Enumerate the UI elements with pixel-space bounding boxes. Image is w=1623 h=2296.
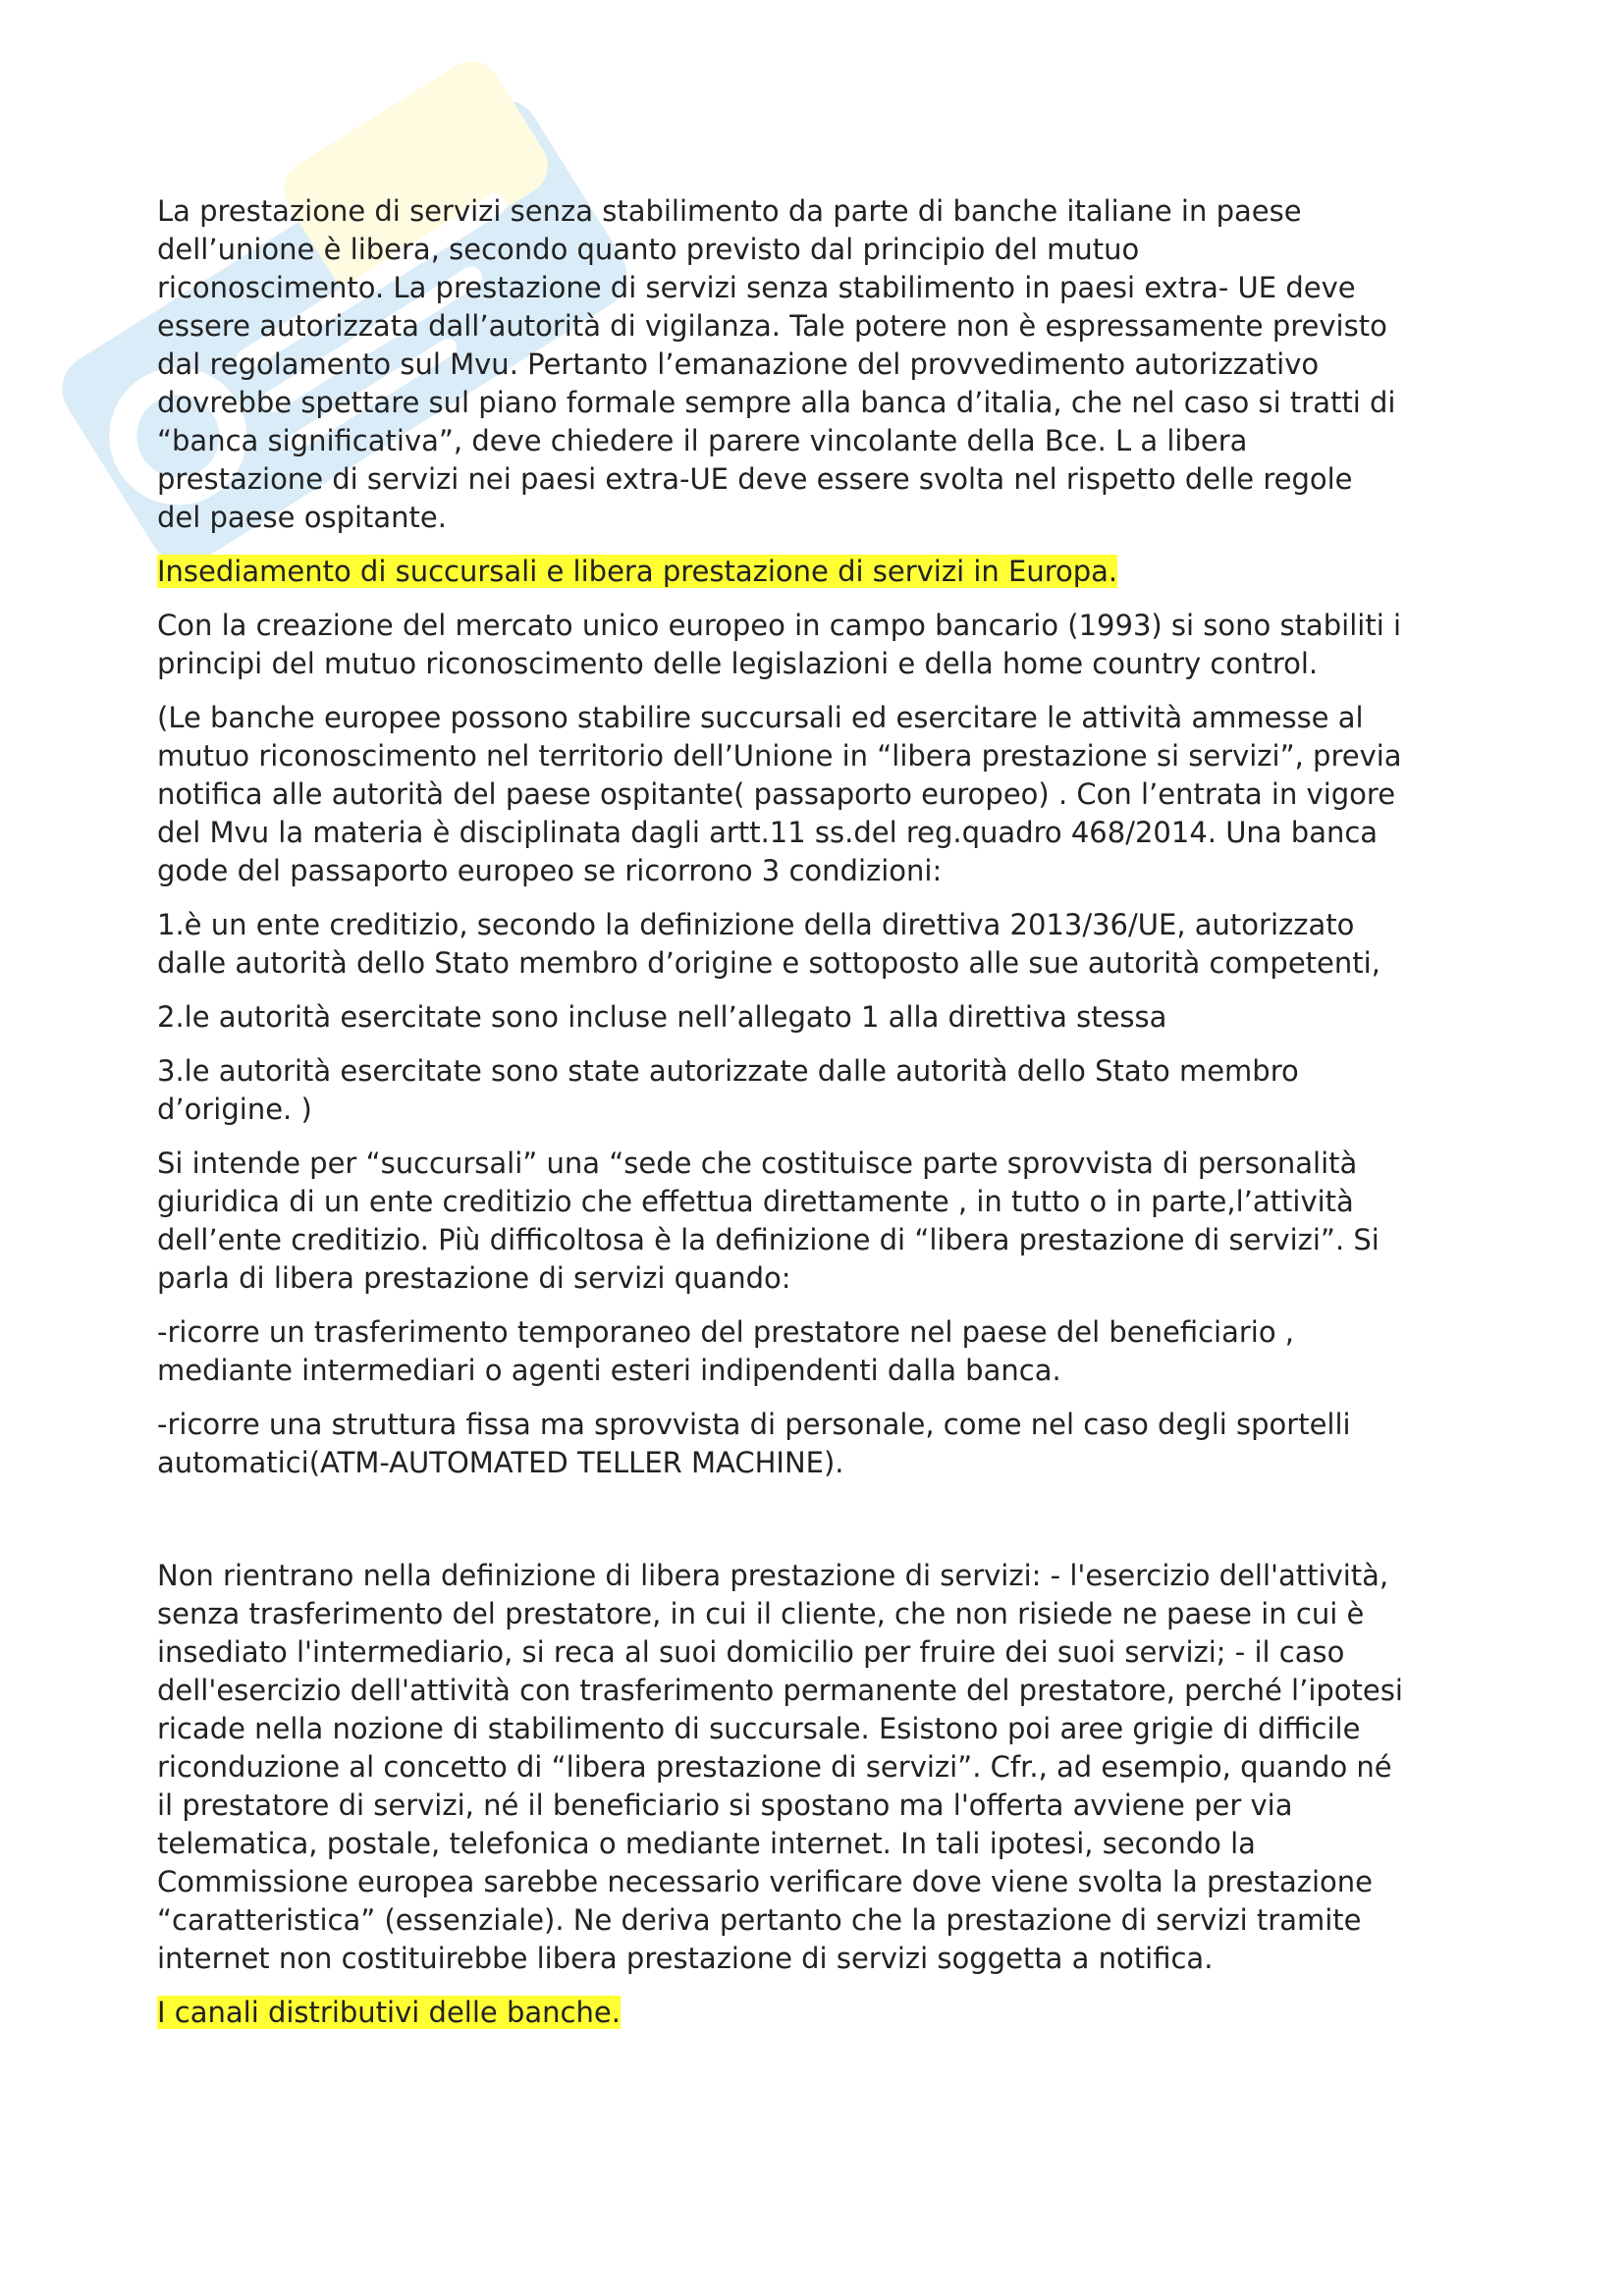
heading-succursali xyxy=(157,553,1492,591)
paragraph-non-rientrano: Non rientrano nella definizione di libera prestazione di servizi: - l'esercizio dell'attività, senza trasferimento del prestatore, in cui il cliente, che non risiede ne paese in cui è insediato l'intermediario, si reca al suoi domicilio per fruire dei suoi servizi; - il caso dell'esercizio dell'attività con trasferimento permanente del prestatore, perché l’ipotesi ricade nella nozione di stabilimento di succursale. Esistono poi aree grigie di difficile riconduzione al concetto di “libera prestazione di servizi”. Cfr., ad esempio, quando né il prestatore di servizi, né il beneficiario si spostano ma l'offerta avviene per via telematica, postale, telefonica o mediante internet. In tali ipotesi, secondo la Commissione europea sarebbe necessario verificare dove viene svolta la prestazione “caratteristica” (essenziale). Ne deriva pertanto che la prestazione di servizi tramite internet non costituirebbe libera prestazione di servizi soggetta a notifica. xyxy=(157,1559,1403,1975)
heading-succursali-text: Insediamento di succursali e libera prestazione di servizi in Europa. xyxy=(157,555,1118,588)
list-item-condition-2: 2.le autorità esercitate sono incluse nell’allegato 1 alla direttiva stessa xyxy=(157,1000,1167,1034)
list-item-trasferimento: -ricorre un trasferimento temporaneo del prestatore nel paese del beneficiario , mediante intermediari o agenti esteri indipendenti dalla banca. xyxy=(157,1315,1295,1387)
list-item-condition-3: 3.le autorità esercitate sono state autorizzate dalle autorità dello Stato membro d’origine. ) xyxy=(157,1054,1299,1126)
heading-canali xyxy=(157,1994,1492,2032)
heading-canali-text: I canali distributivi delle banche. xyxy=(157,1996,621,2029)
paragraph-intro: La prestazione di servizi senza stabilimento da parte di banche italiane in paese dell’unione è libera, secondo quanto previsto dal principio del mutuo riconoscimento. La prestazione di servizi senza stabilimento in paesi extra- UE deve essere autorizzata dall’autorità di vigilanza. Tale potere non è espressamente previsto dal regolamento sul Mvu. Pertanto l’emanazione del provvedimento autorizzativo dovrebbe spettare sul piano formale sempre alla banca d’italia, che nel caso si tratti di “banca significativa”, deve chiedere il parere vincolante della Bce. L a libera prestazione di servizi nei paesi extra-UE deve essere svolta nel rispetto delle regole del paese ospitante. xyxy=(157,194,1396,534)
list-item-condition-1: 1.è un ente creditizio, secondo la definizione della direttiva 2013/36/UE, autorizzato dalle autorità dello Stato membro d’origine e sottoposto alle sue autorità competenti, xyxy=(157,908,1380,980)
list-item-struttura-fissa: -ricorre una struttura fissa ma sprovvista di personale, come nel caso degli sportelli automatici(ATM-AUTOMATED TELLER MACHINE). xyxy=(157,1408,1351,1479)
document-body xyxy=(157,192,1492,2048)
paragraph-mercato-unico: Con la creazione del mercato unico europeo in campo bancario (1993) si sono stabiliti i principi del mutuo riconoscimento delle legislazioni e della home country control. xyxy=(157,609,1402,680)
spacer xyxy=(157,1498,1492,1557)
paragraph-definizione-succursali: Si intende per “succursali” una “sede che costituisce parte sprovvista di personalità giuridica di un ente creditizio che effettua direttamente , in tutto o in parte,l’attività dell’ente creditizio. Più difficoltosa è la definizione di “libera prestazione di servizi”. Si parla di libera prestazione di servizi quando: xyxy=(157,1147,1380,1295)
paragraph-passaporto: (Le banche europee possono stabilire succursali ed esercitare le attività ammesse al mutuo riconoscimento nel territorio dell’Unione in “libera prestazione si servizi”, previa notifica alle autorità del paese ospitante( passaporto europeo) . Con l’entrata in vigore del Mvu la materia è disciplinata dagli artt.11 ss.del reg.quadro 468/2014. Una banca gode del passaporto europeo se ricorrono 3 condizioni: xyxy=(157,701,1402,887)
